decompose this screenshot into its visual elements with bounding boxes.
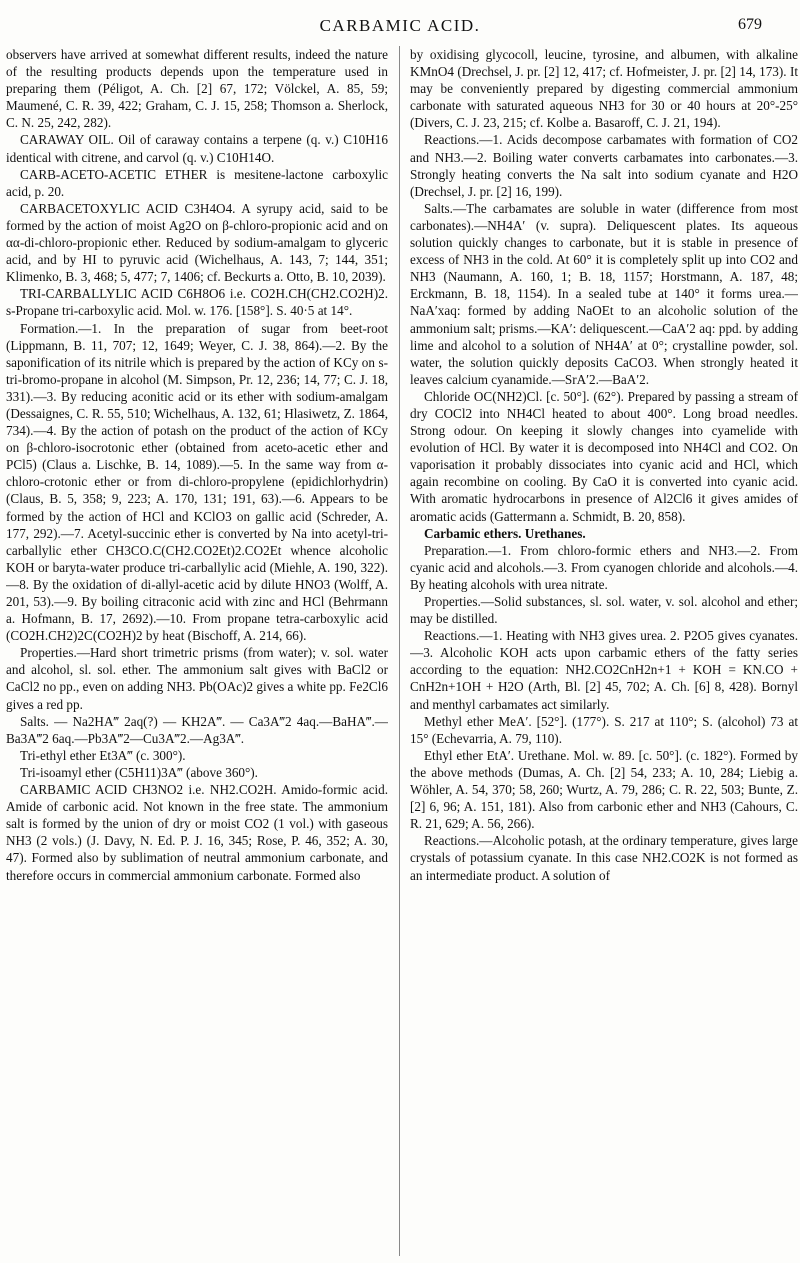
paragraph-salts: Salts. — Na2HA‴ 2aq(?) — KH2A‴. — Ca3A‴2 4aq.—BaHA‴.—Ba3A‴2 6aq.—Pb3A‴2—Cu3A‴2.—Ag3A‴. — [6, 713, 388, 746]
paragraph-continued: by oxidising glycocoll, leucine, tyrosine, and albumen, with alkaline KMnO4 (Drechsel, J. pr. [2] 12, 417; cf. Hofmeister, J. pr. [2] 14, 173). It may be conveniently prepared by digesting commercial ammonium carbonate with saturated aqueous NH3 for 30 or 40 hours at 20°-25° (Divers, C. J. 23, 215; cf. Kolbe a. Basaroff, C. J. 21, 194). — [410, 47, 798, 131]
paragraph-tri-isoamyl-ether: Tri-isoamyl ether (C5H11)3A‴ (above 360°). — [20, 764, 258, 780]
paragraph-chloride: Chloride OC(NH2)Cl. [c. 50°]. (62°). Prepared by passing a stream of dry COCl2 into NH4Cl heated to about 400°. Long broad needles. Strong odour. On keeping it slowly changes into cyamelide with evolution of HCl. By water it is decomposed into NH4Cl and CO2. On vaporisation it probably dissociates into cyanic acid and HCl, which again recombine on cooling. By CaO it is converted into cyanic acid. With aromatic hydrocarbons in presence of Al2Cl6 it gives amides of aromatic acids (Gattermann a. Schmidt, B. 20, 858). — [410, 388, 798, 524]
right-column — [410, 46, 798, 1258]
running-title: CARBAMIC ACID. — [319, 16, 481, 35]
paragraph-ethyl-ether: Ethyl ether EtA′. Urethane. Mol. w. 89. [c. 50°]. (c. 182°). Formed by the above methods (Dumas, A. Ch. [2] 54, 233; A. 10, 284; Liebig a. Wöhler, A. 54, 370; 58, 260; Wurtz, A. 79, 286; C. R. 22, 503; Bunte, Z. [2] 6, 96; A. 151, 181). Also from carbonic ether and NH3 (Cahours, C. R. 21, 629; A. 56, 266). — [410, 747, 798, 832]
paragraph-reactions: Reactions.—1. Heating with NH3 gives urea. 2. P2O5 gives cyanates.—3. Alcoholic KOH acts upon carbamic ethers of the fatty series according to the equation: NH2.CO2CnH2n+1 + KOH = KN.CO + CnH2n+1OH + H2O (Arth, Bl. [2] 45, 702; A. Ch. [6] 8, 428). Bornyl and menthyl carbamates act similarly. — [410, 628, 798, 712]
entry-tri-carballylic-acid: TRI-CARBALLYLIC ACID C6H8O6 i.e. CO2H.CH(CH2.CO2H)2. s-Propane tri-carboxylic acid. Mol. w. 176. [158°]. S. 40·5 at 14°. — [6, 286, 388, 319]
entry-caraway-oil: CARAWAY OIL. Oil of caraway contains a terpene (q. v.) C10H16 identical with citrene, and carvol (q. v.) C10H14O. — [6, 132, 388, 165]
paragraph-salts: Salts.—The carbamates are soluble in water (difference from most carbonates).—NH4A′ (v. supra). Deliquescent plates. Its aqueous solution quickly changes to carbonate, but it is stable in presence of excess of NH3 in the cold. At 60° it is completely split up into CO2 and NH3 (Naumann, A. 160, 1; B. 18, 1157; Horstmann, A. 187, 48; Erckmann, B. 18, 1154). In a sealed tube at 140° it forms urea.—NaA′xaq: formed by adding NaOEt to an alcoholic solution of the ammonium salt; prisms.—KA′: deliquescent.—CaA′2 aq: ppd. by adding lime and alcohol to a solution of NH4A′ at 0°; crystalline powder, sol. water, the solution quickly deposits CaCO3. When strongly heated it leaves calcium cyanamide.—SrA′2.—BaA′2. — [410, 200, 798, 387]
paragraph-formation: Formation.—1. In the preparation of sugar from beet-root (Lippmann, B. 11, 707; 12, 1649; Weyer, C. J. 38, 864).—2. By the saponification of its nitrile which is prepared by the action of KCy on s-tri-bromo-propane in alcohol (M. Simpson, Pr. 12, 236; 14, 77; C. J. 18, 331).—3. By reducing aconitic acid or its ether with sodium-amalgam (Dessaignes, C. R. 55, 510; Wichelhaus, A. 132, 61; Hlasiwetz, Z. 1864, 734).—4. By the action of potash on the product of the action of KCy on β-chloro-isocrotonic ether (obtained from aceto-acetic ether and PCl5) (Claus a. Lischke, B. 14, 1089).—5. In the same way from α-chloro-crotonic ether or from di-chloro-propylene (epidichlorhydrin) (Claus, B. 5, 358; 9, 223; A. 170, 131; 191, 63).—6. Appears to be formed by the action of HCl and KClO3 on gallic acid (Schreder, A. 177, 292).—7. Acetyl-succinic ether is converted by Na into acetyl-tri-carballylic ether CH3CO.C(CH2.CO2Et)2.CO2Et whence alcoholic KOH or baryta-water produce tri-carballylic acid (Miehle, A. 190, 322).—8. By the oxidation of di-allyl-acetic acid by dilute HNO3 (Wolff, A. 201, 53).—9. By boiling citraconic acid with zinc and HCl (Behrmann a. Hofmann, B. 17, 2692).—10. From propane tetra-carboxylic acid (CO2H.CH2)2C(CO2H)2 by heat (Bischoff, A. 214, 66). — [6, 320, 388, 644]
left-column — [6, 46, 388, 1258]
paragraph: observers have arrived at somewhat different results, indeed the nature of the resulting products depends upon the temperature used in preparing them (Péligot, A. Ch. [2] 67, 172; Völckel, A. 85, 59; Maumené, C. R. 39, 422; Graham, C. J. 15, 258; Thomson a. Sherlock, C. N. 25, 242, 282). — [6, 47, 388, 131]
page-number: 679 — [738, 16, 762, 33]
paragraph-properties: Properties.—Solid substances, sl. sol. water, v. sol. alcohol and ether; may be distilled. — [410, 594, 798, 627]
entry-carbamic-acid: CARBAMIC ACID CH3NO2 i.e. NH2.CO2H. Amido-formic acid. Amide of carbonic acid. Not known in the free state. The ammonium salt is formed by the union of dry or moist CO2 (1 vol.) with gaseous NH3 (2 vols.) (J. Davy, N. Ed. P. J. 16, 345; Rose, P. 46, 352; A. 30, 47). Formed also by sublimation of neutral ammonium carbonate, and therefore occurs in commercial ammonium carbonate. Formed also — [6, 782, 388, 883]
paragraph-methyl-ether: Methyl ether MeA′. [52°]. (177°). S. 217 at 110°; S. (alcohol) 73 at 15° (Echevarria, A. 79, 110). — [410, 713, 798, 746]
entry-carbacetoxylic-acid: CARBACETOXYLIC ACID C3H4O4. A syrupy acid, said to be formed by the action of moist Ag2O on β-chloro-propionic acid and on αα-di-chloro-propionic ether. Reduced by sodium-amalgam to glyceric acid, and by HI to pyruvic acid (Wichelhaus, A. 143, 7; 144, 351; Klimenko, B. 3, 468; 5, 477; 7, 1406; cf. Beckurts a. Otto, B. 10, 2039). — [6, 200, 388, 285]
paragraph-tri-ethyl-ether: Tri-ethyl ether Et3A‴ (c. 300°). — [20, 747, 186, 763]
paragraph-preparation: Preparation.—1. From chloro-formic ethers and NH3.—2. From cyanic acid and alcohols.—3. From cyanogen chloride and alcohols.—4. By heating alcohols with urea nitrate. — [410, 542, 798, 592]
entry-carb-aceto-acetic-ether: CARB-ACETO-ACETIC ETHER is mesitene-lactone carboxylic acid, p. 20. — [6, 166, 388, 199]
subheading-carbamic-ethers: Carbamic ethers. Urethanes. — [424, 525, 586, 541]
page-header — [0, 12, 800, 42]
paragraph-properties: Properties.—Hard short trimetric prisms (from water); v. sol. water and alcohol, sl. sol. ether. The ammonium salt gives with BaCl2 or CaCl2 no pp., even on adding NH3. Pb(OAc)2 gives a white pp. Fe2Cl6 gives a red pp. — [6, 645, 388, 712]
paragraph-reactions-alcoholic-potash: Reactions.—Alcoholic potash, at the ordinary temperature, gives large crystals of potassium cyanate. In this case NH2.CO2K is not formed as an intermediate product. A solution of — [410, 833, 798, 883]
paragraph-reactions: Reactions.—1. Acids decompose carbamates with formation of CO2 and NH3.—2. Boiling water converts carbamates into carbonates.—3. Strongly heating converts the Na salt into sodium cyanate and H2O (Drechsel, J. pr. [2] 16, 199). — [410, 132, 798, 199]
column-divider — [399, 46, 400, 1256]
